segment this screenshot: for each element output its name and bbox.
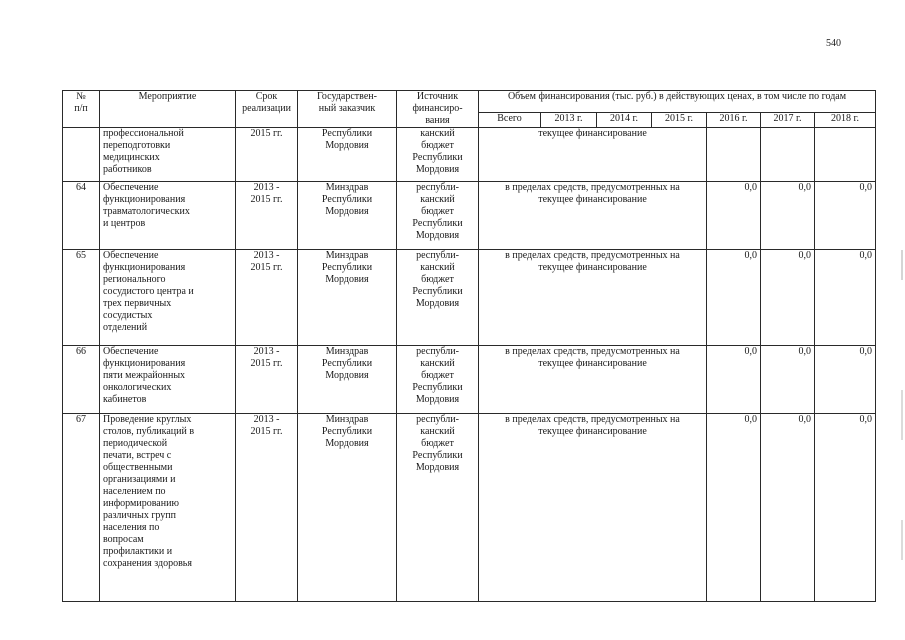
row-2017: 0,0 [761,346,815,414]
row-2018: 0,0 [815,250,876,346]
row-funding-note: в пределах средств, предусмотренных на текущее финансирование [479,346,707,414]
header-year-2014: 2014 г. [597,112,652,127]
row-customer: Минздрав Республики Мордовия [298,250,397,346]
row-source: республи- канский бюджет Республики Мордовия [397,414,479,602]
row-2016: 0,0 [707,182,761,250]
row-source: республи- канский бюджет Республики Мордовия [397,182,479,250]
table-row [63,414,876,602]
table-row [63,182,876,250]
header-year-total: Всего [479,112,541,127]
header-year-2017: 2017 г. [761,112,815,127]
table-header-row [63,91,876,113]
row-2018: 0,0 [815,346,876,414]
row-term: 2015 гг. [236,128,298,182]
row-measure: Проведение круглых столов, публикаций в периодической печати, встреч с общественными организациями и населением по информированию различных групп населения по вопросам профилактики и сохранения здоровья [100,414,236,602]
header-year-2013: 2013 г. [541,112,597,127]
header-year-2018: 2018 г. [815,112,876,127]
row-2016: 0,0 [707,346,761,414]
row-2016: 0,0 [707,250,761,346]
row-term: 2013 - 2015 гг. [236,346,298,414]
scan-edge-mark [901,390,903,440]
scan-edge-mark [901,520,903,560]
header-year-2015: 2015 г. [652,112,707,127]
header-customer: Государствен- ный заказчик [298,91,397,128]
header-term: Срок реализации [236,91,298,128]
row-2017: 0,0 [761,414,815,602]
page-number: 540 [826,38,841,49]
row-num [63,128,100,182]
row-customer: Минздрав Республики Мордовия [298,414,397,602]
row-2017 [761,128,815,182]
header-measure: Мероприятие [100,91,236,128]
row-funding-note: в пределах средств, предусмотренных на текущее финансирование [479,250,707,346]
row-num: 64 [63,182,100,250]
row-source: республи- канский бюджет Республики Мордовия [397,250,479,346]
row-term: 2013 - 2015 гг. [236,250,298,346]
row-2018: 0,0 [815,182,876,250]
row-measure: профессиональной переподготовки медицинских работников [100,128,236,182]
row-num: 65 [63,250,100,346]
header-funding: Объем финансирования (тыс. руб.) в действующих ценах, в том числе по годам [479,91,876,113]
header-num: № п/п [63,91,100,128]
row-customer: Минздрав Республики Мордовия [298,346,397,414]
row-term: 2013 - 2015 гг. [236,182,298,250]
row-measure: Обеспечение функционирования травматологических и центров [100,182,236,250]
row-2016 [707,128,761,182]
table-row [63,250,876,346]
row-measure: Обеспечение функционирования регионального сосудистого центра и трех первичных сосудистых отделений [100,250,236,346]
row-2018 [815,128,876,182]
row-customer: Минздрав Республики Мордовия [298,182,397,250]
scan-edge-mark [901,250,903,280]
row-2017: 0,0 [761,250,815,346]
header-year-2016: 2016 г. [707,112,761,127]
row-2016: 0,0 [707,414,761,602]
row-customer: Республики Мордовия [298,128,397,182]
row-2018: 0,0 [815,414,876,602]
row-term: 2013 - 2015 гг. [236,414,298,602]
funding-table [62,90,876,602]
header-source: Источник финансиро- вания [397,91,479,128]
row-measure: Обеспечение функционирования пяти межрайонных онкологических кабинетов [100,346,236,414]
row-num: 66 [63,346,100,414]
row-funding-note: в пределах средств, предусмотренных на текущее финансирование [479,182,707,250]
row-2017: 0,0 [761,182,815,250]
row-source: канский бюджет Республики Мордовия [397,128,479,182]
row-source: республи- канский бюджет Республики Мордовия [397,346,479,414]
table-row [63,346,876,414]
row-funding-note: в пределах средств, предусмотренных на текущее финансирование [479,414,707,602]
row-funding-note: текущее финансирование [479,128,707,182]
row-num: 67 [63,414,100,602]
table-row [63,128,876,182]
